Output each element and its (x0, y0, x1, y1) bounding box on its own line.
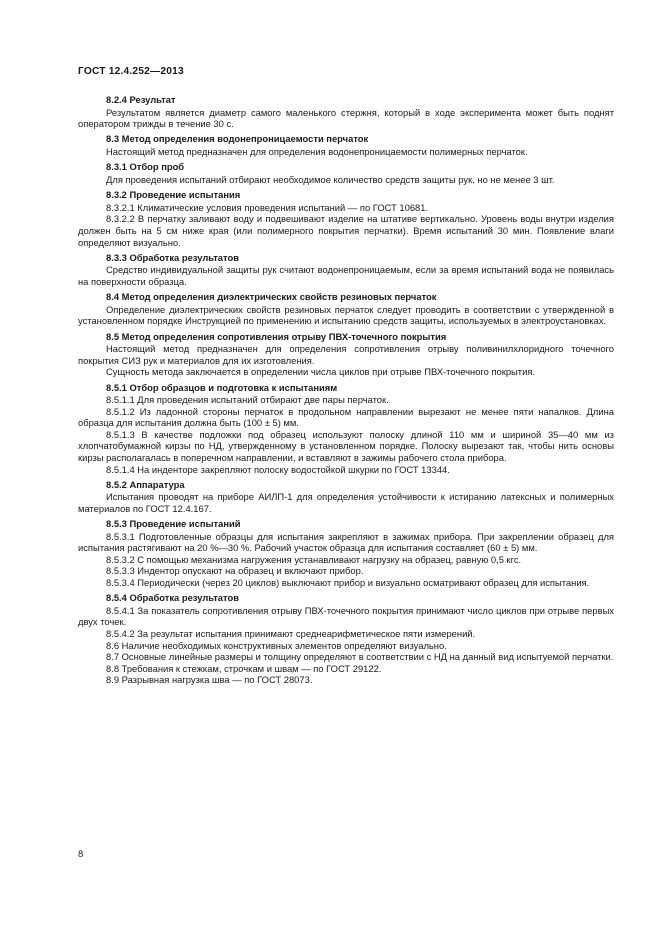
paragraph: Сущность метода заключается в определении числа циклов при отрыве ПВХ-точечного покрытия. (106, 366, 536, 378)
paragraph: 8.3.2.1 Климатические условия проведения испытаний — по ГОСТ 10681. (106, 201, 429, 213)
section-heading: 8.2.4 Результат (106, 94, 176, 105)
section-heading: 8.3.1 Отбор проб (106, 161, 185, 173)
paragraph: 8.3.2.2 В перчатку заливают воду и подвешивают изделие на штативе вертикально. Уровень воды внутри изделия должен быть на 5 см ниже края (или полимерного покрытия перчатки). Время испытаний 30 мин. Появление влаги определяют визуально. (78, 213, 614, 248)
paragraph: 8.5.3.2 С помощью механизма нагружения устанавливают нагрузку на образец, равную 0,5 кгс. (106, 553, 522, 565)
section-heading: 8.3.3 Обработка результатов (106, 251, 239, 263)
section-heading: 8.5.1 Отбор образцов и подготовка к испытаниям (106, 381, 338, 393)
paragraph: Настоящий метод предназначен для определения сопротивления отрыву поливинилхлоридного точечного покрытия СИЗ рук и материалов для их изготовления. (78, 343, 614, 366)
paragraph: 8.9 Разрывная нагрузка шва — по ГОСТ 28073. (106, 674, 313, 686)
section-heading: 8.5 Метод определения сопротивления отрыву ПВХ-точечного покрытия (106, 330, 447, 342)
document-header: ГОСТ 12.4.252—2013 (78, 66, 184, 77)
section-heading: 8.5.4 Обработка результатов (106, 592, 239, 604)
paragraph: 8.7 Основные линейные размеры и толщину определяют в соответствии с НД на данный вид испытуемой перчатки. (106, 651, 614, 663)
paragraph: 8.5.4.1 За показатель сопротивления отрыву ПВХ-точечного покрытия принимают число циклов при отрыве первых двух точек. (78, 604, 614, 628)
document-body (78, 94, 614, 686)
paragraph: 8.8 Требования к стежкам, строчкам и швам — по ГОСТ 29122. (106, 662, 382, 674)
paragraph: Настоящий метод предназначен для определения водонепроницаемости полимерных перчаток. (106, 146, 528, 158)
section-heading: 8.5.2 Аппаратура (106, 478, 185, 490)
paragraph: Результатом является диаметр самого маленького стержня, который в ходе эксперимента может быть поднят оператором трижды в течение 30 с. (78, 106, 614, 130)
paragraph: 8.5.1.3 В качестве подложки под образец используют полоску длиной 110 мм и шириной 35—40 мм из хлопчатобумажной кирзы по НД, утвержденному в установленном порядке. Полоску вырезают так, чтобы нить основы кирзы располагалась в поперечном направлении, и вставляют в зажимы рабочего стола прибора. (78, 428, 614, 463)
paragraph: 8.5.3.3 Индентор опускают на образец и включают прибор. (106, 565, 364, 577)
paragraph: 8.5.1.1 Для проведения испытаний отбирают две пары перчаток. (106, 394, 389, 406)
paragraph: 8.5.3.1 Подготовленные образцы для испытания закрепляют в зажимах прибора. При закреплении образец для испытания растягивают на 20 %—30 %. Рабочий участок образца для испытания составляет (60 ± 5) мм. (78, 530, 614, 554)
paragraph: 8.5.1.2 Из ладонной стороны перчаток в продольном направлении вырезают не менее пяти напалков. Длина образца для испытания должна быть (100 ± 5) мм. (78, 405, 614, 429)
section-heading: 8.3.2 Проведение испытания (106, 189, 241, 201)
page-number: 8 (78, 848, 84, 859)
paragraph: Средство индивидуальной защиты рук считают водонепроницаемым, если за время испытаний вода не появилась на поверхности образца. (78, 264, 614, 287)
section-heading: 8.3 Метод определения водонепроницаемости перчаток (106, 133, 369, 145)
paragraph: Определение диэлектрических свойств резиновых перчаток следует проводить в соответствии с утвержденной в установленном порядке Инструкцией по применению и испытанию средств защиты, используемых в электроустановках. (78, 303, 614, 327)
paragraph: 8.5.1.4 На инденторе закрепляют полоску водостойкой шкурки по ГОСТ 13344. (106, 463, 450, 475)
paragraph: Для проведения испытаний отбирают необходимое количество средств защиты рук, но не менее 3 шт. (106, 174, 555, 186)
section-heading: 8.4 Метод определения диэлектрических свойств резиновых перчаток (106, 291, 437, 303)
paragraph: 8.5.3.4 Периодически (через 20 циклов) выключают прибор и визуально осматривают образец для испытания. (106, 577, 590, 588)
paragraph: Испытания проводят на приборе АИЛП-1 для определения устойчивости к истиранию латексных и полимерных материалов по ГОСТ 12.4.167. (78, 491, 614, 514)
paragraph: 8.5.4.2 За результат испытания принимают среднеарифметическое пяти измерений. (106, 627, 476, 639)
paragraph: 8.6 Наличие необходимых конструктивных элементов определяют визуально. (106, 639, 447, 651)
section-heading: 8.5.3 Проведение испытаний (106, 518, 241, 530)
